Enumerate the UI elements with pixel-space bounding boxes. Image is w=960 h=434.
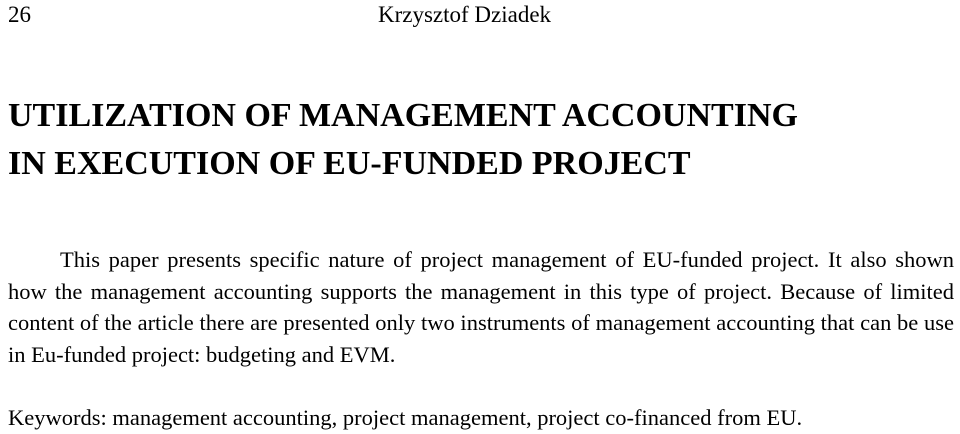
- paper-title-line-1: UTILIZATION OF MANAGEMENT ACCOUNTING: [8, 97, 798, 134]
- abstract-paragraph: This paper presents specific nature of project management of EU-funded project. It also shown how the management accounting supports the management in this type of project. Because of limited content of the article there are presented only two instruments of management accounting that can be use in Eu-funded project: budgeting and EVM.: [8, 247, 954, 367]
- paper-title: [8, 92, 952, 188]
- paper-title-line-2: IN EXECUTION OF EU-FUNDED PROJECT: [8, 145, 691, 182]
- running-author: Krzysztof Dziadek: [378, 2, 552, 27]
- keywords-line: Keywords: management accounting, project management, project co-financed from EU.: [8, 405, 803, 430]
- page-number: 26: [8, 2, 31, 27]
- running-header: [0, 0, 960, 30]
